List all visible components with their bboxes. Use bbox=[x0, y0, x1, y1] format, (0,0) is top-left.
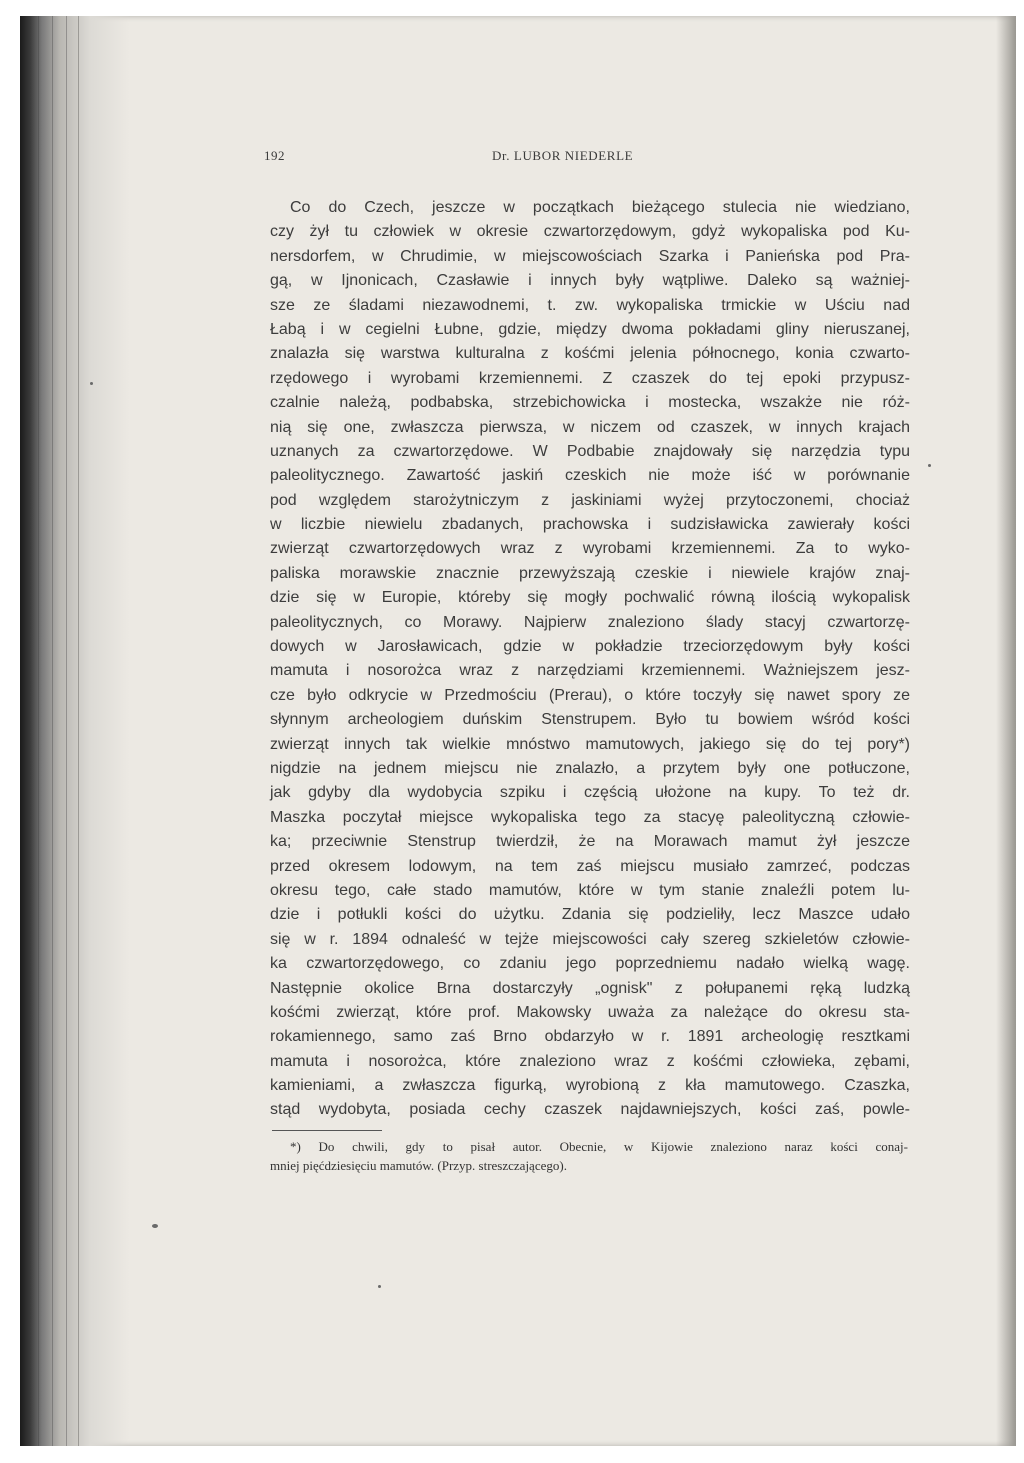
text-line: pod względem starożytniczym z jaskiniami wyżej przytoczonemi, chociaż bbox=[270, 491, 910, 509]
page-edge-shadow bbox=[996, 16, 1016, 1446]
text-line: się w r. 1894 odnaleść w tejże miejscowości cały szereg szkieletów człowie- bbox=[270, 930, 910, 948]
text-line: zwierząt czwartorzędowych wraz z wyrobami krzemiennemi. Za to wyko- bbox=[270, 540, 910, 558]
text-line: sze ze śladami niezawodnemi, t. zw. wykopaliska trmickie w Uściu nad bbox=[270, 296, 910, 314]
text-line: cze było odkrycie w Przedmościu (Prerau), o które toczyły się nawet spory ze bbox=[270, 686, 910, 704]
text-line: mamuta i nosorożca, które znaleziono wraz z kośćmi człowieka, zębami, bbox=[270, 1052, 910, 1070]
text-line: kamieniami, a zwłaszcza figurką, wyrobioną z kła mamutowego. Czaszka, bbox=[270, 1077, 910, 1095]
text-line: kośćmi zwierząt, które prof. Makowsky uważa za należące do okresu sta- bbox=[270, 1003, 910, 1021]
paper-speck bbox=[90, 382, 93, 385]
text-line: ka czwartorzędowego, co zdaniu jego poprzedniemu nadało wielką wagę. bbox=[270, 955, 910, 973]
text-line: Maszka poczytał miejsce wykopaliska tego za stacyę paleolityczną człowie- bbox=[270, 808, 910, 826]
footnote bbox=[270, 1137, 908, 1175]
binding-edge-line bbox=[78, 16, 79, 1446]
footnote-rule bbox=[272, 1130, 382, 1131]
text-line: Następnie okolice Brna dostarczyły „ognisk" z połupanemi ręką ludzką bbox=[270, 979, 910, 997]
text-line: czalnie należą, podbabska, strzebichowicka i mostecka, wszakże nie róż- bbox=[270, 394, 910, 412]
text-line: w liczbie niewielu zbadanych, prachowska i sudzisławicka zawierały kości bbox=[270, 516, 910, 534]
footnote-line: mniej pięćdziesięciu mamutów. (Przyp. streszczającego). bbox=[270, 1158, 567, 1173]
text-line: nią się one, zwłaszcza pierwsza, w niczem od czaszek, w innych krajach bbox=[270, 418, 910, 436]
book-binding-shadow bbox=[20, 16, 130, 1446]
text-line: czy żył tu człowiek w okresie czwartorzędowym, gdyż wykopaliska pod Ku- bbox=[270, 223, 910, 241]
binding-edge-line bbox=[38, 16, 39, 1446]
text-line: nigdzie na jednem miejscu nie znalazło, a przytem były one potłuczone, bbox=[270, 759, 910, 777]
text-line: paliska morawskie znacznie przewyższają czeskie i niewiele krajów znaj- bbox=[270, 564, 910, 582]
text-line: dowych w Jarosławicach, gdzie w pokładzie trzeciorzędowym były kości bbox=[270, 638, 910, 656]
text-line: rzędowego i wyrobami krzemiennemi. Z czaszek do tej epoki przypusz- bbox=[270, 369, 910, 387]
text-line: zwierząt innych tak wielkie mnóstwo mamutowych, jakiego się do tej pory*) bbox=[270, 735, 910, 753]
paper-speck bbox=[928, 464, 931, 467]
text-line: mamuta i nosorożca wraz z narzędziami krzemiennemi. Ważniejszem jesz- bbox=[270, 662, 910, 680]
paper-speck bbox=[378, 1285, 381, 1288]
text-line: ka; przeciwnie Stenstrup twierdził, że na Morawach mamut żył jeszcze bbox=[270, 833, 910, 851]
text-line: Łabą i w cegielni Łubne, gdzie, między dwoma pokładami gliny nieruszanej, bbox=[270, 320, 910, 338]
running-head-author: Dr. LUBOR NIEDERLE bbox=[492, 148, 634, 163]
text-line: stąd wydobyta, posiada cechy czaszek najdawniejszych, kości zaś, powle- bbox=[270, 1101, 910, 1119]
binding-edge-line bbox=[66, 16, 67, 1446]
text-line: rokamiennego, samo zaś Brno obdarzyło w r. 1891 archeologię resztkami bbox=[270, 1028, 910, 1046]
text-line: nersdorfem, w Chrudimie, w miejscowościach Szarka i Panieńska pod Pra- bbox=[270, 247, 910, 265]
text-line: okresu tego, całe stado mamutów, które w tym stanie znaleźli potem lu- bbox=[270, 881, 910, 899]
text-line: dzie i potłukli kości do użytku. Zdania się podzieliły, lecz Maszce udało bbox=[270, 906, 910, 924]
footnote-line: *) Do chwili, gdy to pisał autor. Obecnie, w Kijowie znaleziono naraz kości conaj- bbox=[290, 1139, 908, 1154]
running-head bbox=[264, 148, 904, 168]
text-line: przed okresem lodowym, na tem zaś miejscu musiało zamrzeć, podczas bbox=[270, 857, 910, 875]
text-line: gą, w Ijnonicach, Czasławie i innych były wątpliwe. Daleko są ważniej- bbox=[270, 272, 910, 290]
text-line: dzie się w Europie, któreby się mogły pochwalić równą ilością wykopalisk bbox=[270, 589, 910, 607]
paper-speck bbox=[152, 1224, 158, 1228]
binding-edge-line bbox=[52, 16, 53, 1446]
text-line: słynnym archeologiem duńskim Stenstrupem. Było tu bowiem wśród kości bbox=[270, 711, 910, 729]
text-line: paleolitycznych, co Morawy. Najpierw znaleziono ślady stacyj czwartorzę- bbox=[270, 613, 910, 631]
page-number: 192 bbox=[264, 148, 285, 163]
text-line: uznanych za czwartorzędowe. W Podbabie znajdowały się narzędzia typu bbox=[270, 442, 910, 460]
text-line: paleolitycznego. Zawartość jaskiń czeskich nie może iść w porównanie bbox=[270, 467, 910, 485]
body-text bbox=[270, 196, 910, 1123]
text-line: Co do Czech, jeszcze w początkach bieżącego stulecia nie wiedziano, bbox=[290, 199, 910, 216]
text-line: znalazła się warstwa kulturalna z kośćmi jelenia północnego, konia czwarto- bbox=[270, 345, 910, 363]
text-line: jak gdyby dla wydobycia szpiku i częścią ułożone na kupy. To też dr. bbox=[270, 784, 910, 802]
